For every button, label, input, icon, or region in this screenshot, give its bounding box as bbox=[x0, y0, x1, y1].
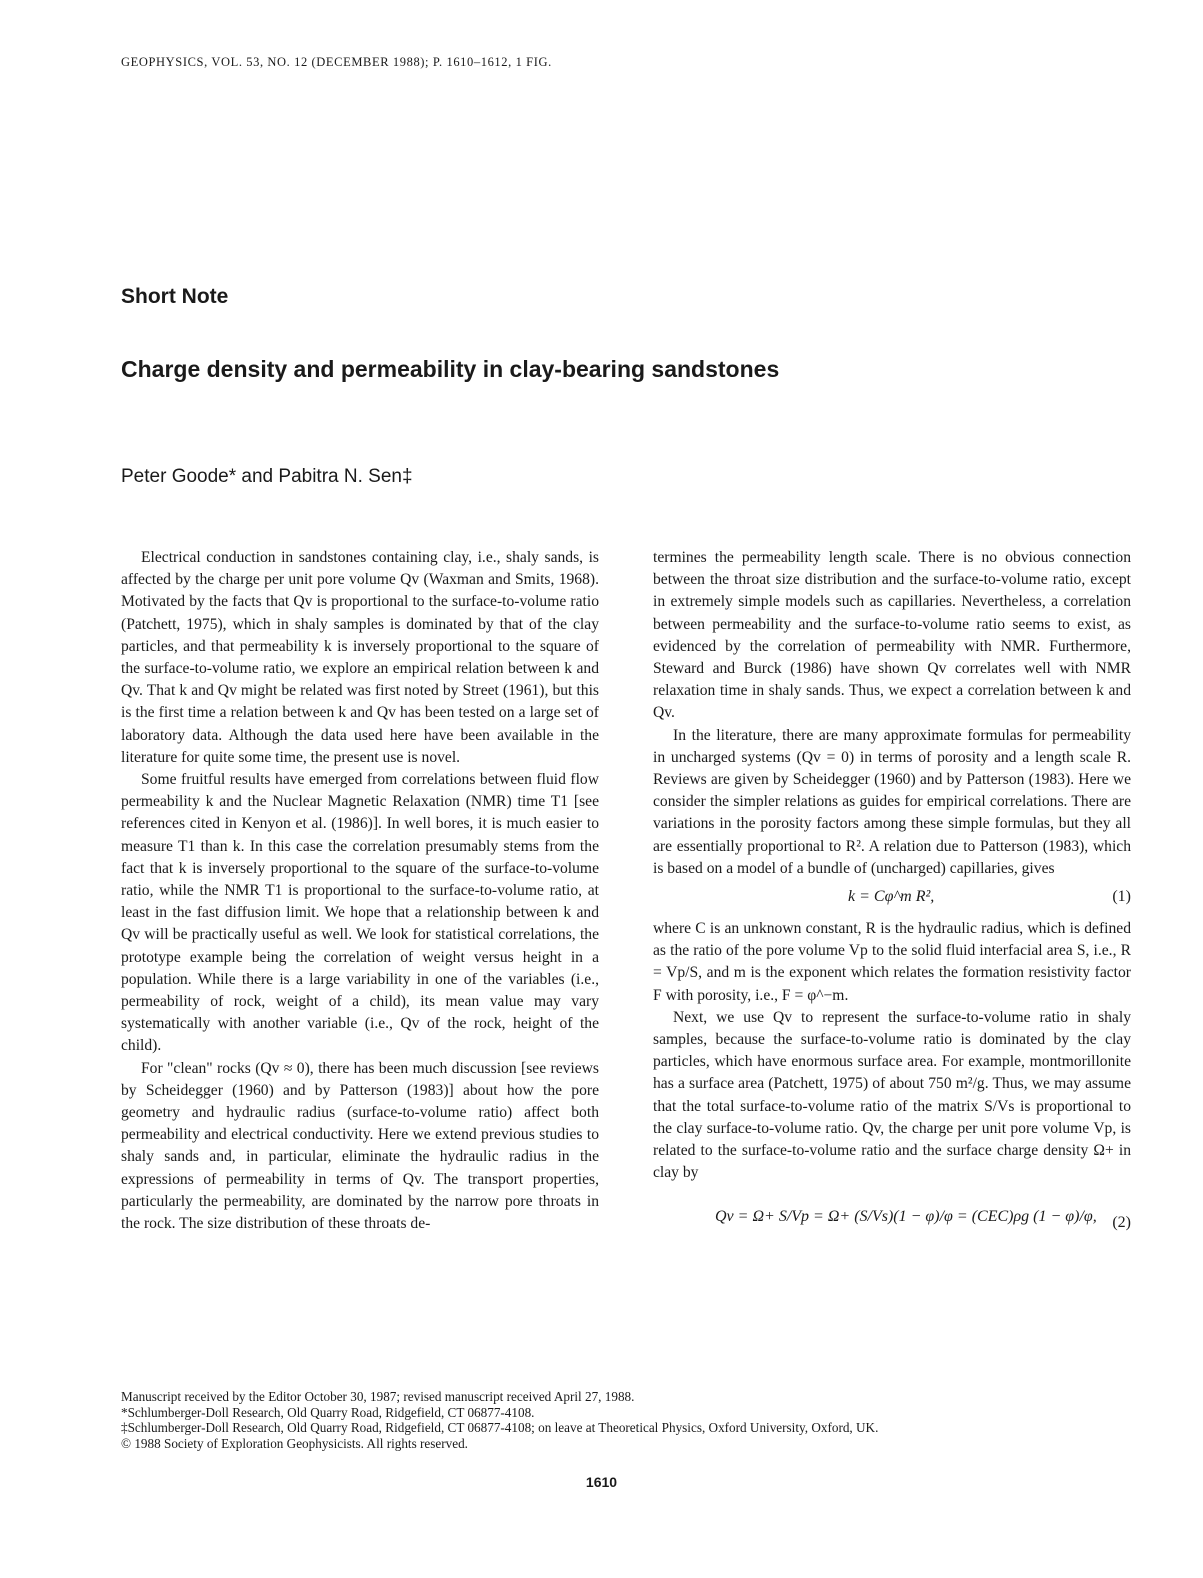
left-column bbox=[121, 547, 599, 1235]
equation-2-number: (2) bbox=[1112, 1214, 1131, 1232]
right-column bbox=[653, 547, 1131, 1248]
paragraph-surface-to-volume: Next, we use Qv to represent the surface-to-volume ratio in shaly samples, because the surface-to-volume ratio is dominated by the clay particles, which have enormous surface area. For example, montmorillonite has a surface area (Patchett, 1975) of about 750 m²/g. Thus, we may assume that the total surface-to-volume ratio of the matrix S/Vs is proportional to the clay surface-to-volume ratio. Qv, the charge per unit pore volume Vp, is related to the surface-to-volume ratio and the surface charge density Ω+ in clay by bbox=[653, 1008, 1131, 1182]
article-title: Charge density and permeability in clay-bearing sandstones bbox=[121, 356, 780, 382]
footnote-copyright: © 1988 Society of Exploration Geophysicists. All rights reserved. bbox=[121, 1435, 468, 1451]
equation-1-expression: k = Cφ^m R², bbox=[848, 888, 935, 906]
footnote-manuscript: Manuscript received by the Editor October 30, 1987; revised manuscript received April 27, 1988. bbox=[121, 1389, 635, 1404]
footnotes bbox=[121, 1389, 1111, 1451]
equation-1-number: (1) bbox=[1112, 888, 1131, 906]
equation-2 bbox=[653, 1194, 1131, 1246]
equation-2-expression: Qv = Ω+ S/Vp = Ω+ (S/Vs)(1 − φ)/φ = (CEC)ρg (1 − φ)/φ, bbox=[715, 1208, 1097, 1226]
paragraph-hydraulic-radius: where C is an unknown constant, R is the hydraulic radius, which is defined as the ratio of the pore volume Vp to the solid fluid interfacial area S, i.e., R = Vp/S, and m is the exponent which relates the formation resistivity factor F with porosity, i.e., F = φ^−m. bbox=[653, 920, 1131, 1004]
page-number: 1610 bbox=[585, 1474, 618, 1490]
section-label: Short Note bbox=[121, 285, 229, 308]
footnote-author-2: ‡Schlumberger-Doll Research, Old Quarry Road, Ridgefield, CT 06877-4108; on leave at Theoretical Physics, Oxford University, Oxford, UK. bbox=[121, 1420, 879, 1436]
paragraph-nmr-correlation: Some fruitful results have emerged from correlations between fluid flow permeability k and the Nuclear Magnetic Relaxation (NMR) time T1 [see references cited in Kenyon et al. (1986)]. In well bores, it is much easier to measure T1 than k. In this case the correlation presumably stems from the fact that k is inversely proportional to the square of the surface-to-volume ratio, while the NMR T1 is proportional to the surface-to-volume ratio, at least in the fast diffusion limit. We hope that a relationship between k and Qv will be practically useful as well. We look for statistical correlations, the prototype example being the correlation of weight versus height in a population. While there is a large variability in one of the variables (i.e., permeability of rock, weight of a child), its mean value may vary systematically with another variable (i.e., Qv of the rock, height of the child). bbox=[121, 771, 599, 1055]
paragraph-permeability-formulas: In the literature, there are many approximate formulas for permeability in uncharged systems (Qv = 0) in terms of porosity and a length scale R. Reviews are given by Scheidegger (1960) and by Patterson (1983). Here we consider the simpler relations as guides for empirical correlations. There are variations in the porosity factors among these simple formulas, but they all are essentially proportional to R². A relation due to Patterson (1983), which is based on a model of a bundle of (uncharged) capillaries, gives bbox=[653, 726, 1131, 877]
equation-1 bbox=[653, 882, 1131, 916]
author-line: Peter Goode* and Pabitra N. Sen‡ bbox=[121, 466, 413, 487]
footnote-author-1: *Schlumberger-Doll Research, Old Quarry Road, Ridgefield, CT 06877-4108. bbox=[121, 1404, 535, 1420]
running-head: GEOPHYSICS, VOL. 53, NO. 12 (DECEMBER 1988); P. 1610–1612, 1 FIG. bbox=[121, 55, 552, 69]
paragraph-clean-rocks: For "clean" rocks (Qv ≈ 0), there has been much discussion [see reviews by Scheidegger (1960) and by Patterson (1983)] about how the pore geometry and hydraulic radius (surface-to-volume ratio) affect both permeability and electrical conductivity. Here we extend previous studies to shaly sands and, in particular, eliminate the hydraulic radius in the expressions of permeability in terms of Qv. The transport properties, particularly the permeability, are dominated by the narrow pore throats in the rock. The size distribution of these throats de- bbox=[121, 1059, 599, 1233]
paragraph-introduction: Electrical conduction in sandstones containing clay, i.e., shaly sands, is affected by the charge per unit pore volume Qv (Waxman and Smits, 1968). Motivated by the facts that Qv is proportional to the surface-to-volume ratio (Patchett, 1975), which in shaly samples is dominated by that of the clay particles, and that permeability k is inversely proportional to the square of the surface-to-volume ratio, we explore an empirical relation between k and Qv. That k and Qv might be related was first noted by Street (1961), but this is the first time a relation between k and Qv has been tested on a large set of laboratory data. Although the data used here have been available in the literature for quite some time, the present use is novel. bbox=[121, 549, 599, 766]
paragraph-continuation: termines the permeability length scale. There is no obvious connection between the throat size distribution and the surface-to-volume ratio, except in extremely simple models such as capillaries. Nevertheless, a correlation between permeability and the surface-to-volume ratio seems to exist, as evidenced by the correlation of permeability with NMR. Furthermore, Steward and Burck (1986) have shown Qv correlates well with NMR relaxation time in shaly sands. Thus, we expect a correlation between k and Qv. bbox=[653, 549, 1131, 722]
